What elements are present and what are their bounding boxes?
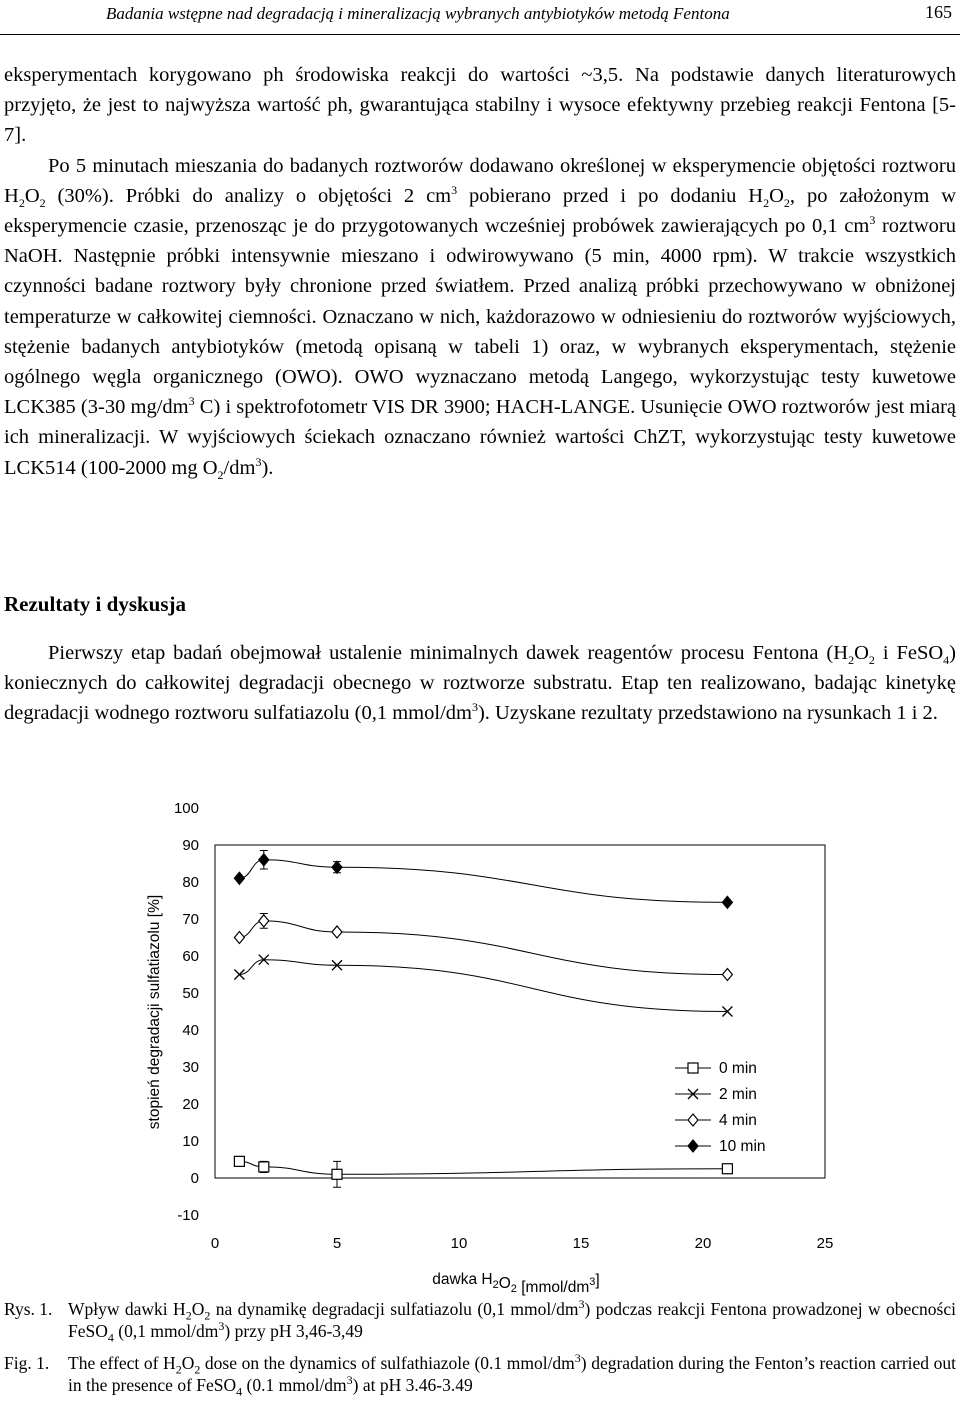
data-point: [259, 1162, 269, 1172]
data-point: [259, 915, 269, 927]
y-axis-label: stopień degradacji sulfatiazolu [%]: [146, 894, 163, 1130]
paragraph: Pierwszy etap badań obejmował ustalenie minimalnych dawek reagentów procesu Fentona ($H_2O_2$ i FeSO$_4$) koniecznych do całkowitej degradacji obecnego w roztworze substratu. Etap ten realizowano, badając kinetykę degradacji wodnego roztworu sulfatiazolu (0,1 mmol/$dm^3$). Uzyskane rezultaty przedstawiono na rysunkach 1 i 2.: [4, 642, 956, 725]
y-tick-label: 10: [182, 1133, 199, 1150]
data-point: [332, 1169, 342, 1179]
y-tick-label: 40: [182, 1022, 199, 1039]
data-point: [722, 1164, 732, 1174]
page-number: 165: [925, 2, 952, 22]
data-point: [234, 1156, 244, 1166]
legend-label: 2 min: [719, 1086, 757, 1103]
y-tick-label: -10: [177, 1207, 199, 1224]
caption-en: [4, 1351, 956, 1399]
x-tick-label: 5: [332, 1235, 342, 1252]
y-tick-label: 100: [173, 800, 199, 817]
series-line: [239, 960, 727, 1012]
y-tick-label: 30: [182, 1059, 199, 1076]
x-tick-label: 0: [210, 1235, 220, 1252]
legend-label: 0 min: [719, 1060, 757, 1077]
data-point: [722, 896, 732, 908]
y-tick-label: 0: [190, 1170, 199, 1187]
caption-text: Wpływ dawki $H_2O_2$ na dynamikę degradacji sulfatiazolu (0,1 mmol/$dm^3$) podczas reakcji Fentona prowadzonej w obecności FeSO$_4$ (0,1 mmol/$dm^3$) przy pH 3,46-3,49: [68, 1297, 956, 1345]
x-tick-label: 25: [816, 1235, 834, 1252]
legend-label: 10 min: [719, 1138, 766, 1155]
caption-label: Rys. 1.: [4, 1299, 53, 1319]
legend-marker: [688, 1140, 698, 1152]
y-tick-label: 50: [182, 985, 199, 1002]
series-line: [239, 1161, 727, 1174]
y-tick-label: 90: [182, 837, 199, 854]
legend-label: 4 min: [719, 1112, 757, 1129]
x-tick-label: 10: [450, 1235, 468, 1252]
y-tick-label: 70: [182, 911, 199, 928]
data-point: [234, 932, 244, 944]
y-tick-label: 60: [182, 948, 199, 965]
y-tick-label: 20: [182, 1096, 199, 1113]
caption-text: The effect of $H_2O_2$ dose on the dynamics of sulfathiazole (0.1 mmol/$dm^3$) degradation during the Fenton’s reaction carried out in the presence of FeSO$_4$ (0.1 mmol/$dm^3$) at pH 3.46-3.49: [68, 1351, 956, 1399]
data-point: [234, 872, 244, 884]
section-title: Rezultaty i dyskusja: [4, 592, 187, 616]
x-axis-label: dawka $H_2O_2$ $[mmol/dm^3]$: [432, 1271, 600, 1296]
series-line: [239, 860, 727, 903]
x-tick-label: 20: [694, 1235, 712, 1252]
legend-marker: [688, 1063, 698, 1073]
data-point: [332, 861, 342, 873]
legend-marker: [688, 1114, 698, 1126]
figure-captions: [4, 1298, 956, 1406]
paragraph: Po 5 minutach mieszania do badanych roztworów dodawano określonej w eksperymencie objętości roztworu $H_2O_2$ (30%). Próbki do analizy o objętości 2 $cm^3$ pobierano przed i po dodaniu $H_2O_2$, po założonym w eksperymencie czasie, przenosząc je do przygotowanych wcześniej probówek zawierających po 0,1 $cm^3$ roztworu NaOH. Następnie próbki intensywnie mieszano i odwirowywano (5 min, 4000 rpm). W trakcie wszystkich czynności badane roztwory były chronione przed światłem. Przed analizą próbki przechowywano w obniżonej temperaturze w całkowitej ciemności. Oznaczano w nich, każdorazowo w odniesieniu do roztworów wyjściowych, stężenie badanych antybiotyków (metodą opisaną w tabeli 1) oraz, w wybranych eksperymentach, stężenie ogólnego węgla organicznego (OWO). OWO wyznaczano metodą Langego, wykorzystując testy kuwetowe LCK385 (3-30 $mg/dm^3$ C) i spektrofotometr VIS DR 3900; HACH-LANGE. Usunięcie OWO roztworów jest miarą ich mineralizacji. W wyjściowych ściekach oznaczano również wartości ChZT, wykorzystując testy kuwetowe LCK514 (100-2000 mg $O_2/dm^3$).: [4, 154, 956, 482]
caption-pl: [4, 1297, 956, 1345]
running-title: Badania wstępne nad degradacją i mineralizacją wybranych antybiotyków metodą Fentona: [106, 4, 730, 23]
data-point: [722, 969, 732, 981]
data-point: [332, 926, 342, 938]
x-tick-label: 15: [572, 1235, 590, 1252]
data-point: [259, 854, 269, 866]
caption-label: Fig. 1.: [4, 1353, 50, 1373]
paragraph: eksperymentach korygowano ph środowiska reakcji do wartości ~3,5. Na podstawie danych literaturowych przyjęto, że jest to najwyższa wartość ph, gwarantująca stabilny i wysoce efektywny przebieg reakcji Fentona [5-7].: [4, 64, 956, 147]
y-tick-label: 80: [182, 874, 199, 891]
series-line: [239, 921, 727, 975]
